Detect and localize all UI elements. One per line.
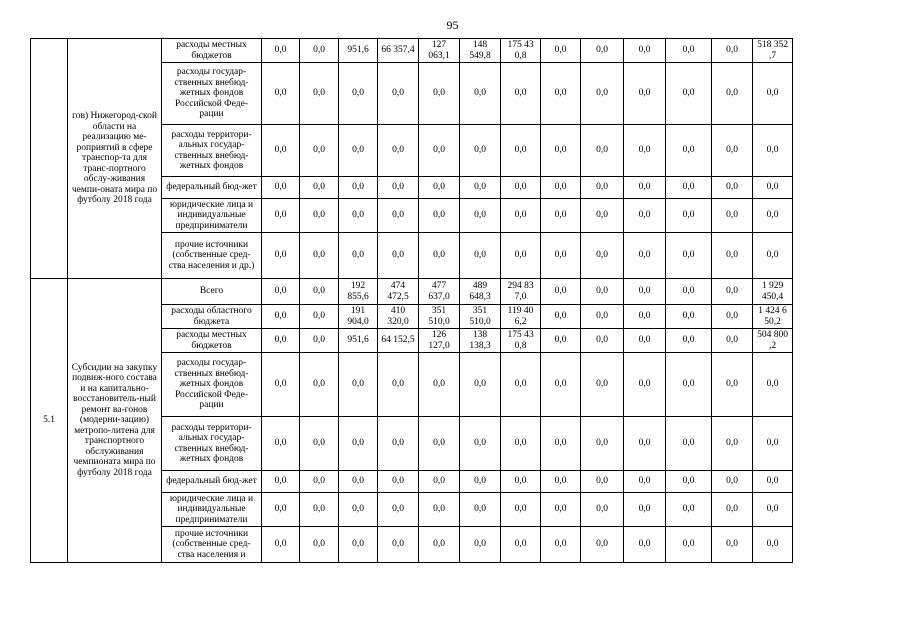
value-cell: 0,0 (460, 353, 501, 417)
value-cell: 0,0 (262, 493, 300, 527)
value-cell: 0,0 (339, 493, 378, 527)
value-cell: 1 929 450,4 (753, 279, 793, 305)
funding-source-cell: юридические лица и индивидуальные предприниматели (162, 493, 262, 527)
value-cell: 0,0 (501, 177, 541, 199)
value-cell: 119 40 6,2 (501, 305, 541, 329)
value-cell: 0,0 (262, 279, 300, 305)
value-cell: 0,0 (501, 353, 541, 417)
value-cell: 0,0 (419, 471, 460, 493)
value-cell: 0,0 (378, 199, 419, 233)
value-cell: 0,0 (262, 329, 300, 353)
value-cell: 0,0 (541, 305, 581, 329)
value-cell: 0,0 (712, 125, 753, 177)
value-cell: 0,0 (541, 177, 581, 199)
value-cell: 0,0 (712, 177, 753, 199)
value-cell: 0,0 (581, 279, 624, 305)
value-cell: 0,0 (262, 39, 300, 63)
value-cell: 0,0 (501, 125, 541, 177)
value-cell: 0,0 (262, 527, 300, 563)
value-cell: 0,0 (712, 279, 753, 305)
value-cell: 0,0 (300, 177, 339, 199)
value-cell: 0,0 (624, 279, 666, 305)
value-cell: 0,0 (501, 417, 541, 471)
value-cell: 0,0 (712, 329, 753, 353)
value-cell: 0,0 (501, 471, 541, 493)
value-cell: 0,0 (581, 493, 624, 527)
value-cell: 0,0 (300, 471, 339, 493)
value-cell: 0,0 (460, 199, 501, 233)
value-cell: 0,0 (419, 199, 460, 233)
value-cell: 0,0 (624, 353, 666, 417)
table-row (31, 39, 793, 63)
value-cell: 0,0 (624, 493, 666, 527)
value-cell: 0,0 (300, 493, 339, 527)
value-cell: 0,0 (262, 417, 300, 471)
value-cell: 0,0 (581, 471, 624, 493)
value-cell: 0,0 (666, 233, 712, 279)
value-cell: 0,0 (753, 177, 793, 199)
value-cell: 0,0 (378, 353, 419, 417)
value-cell: 175 43 0,8 (501, 329, 541, 353)
value-cell: 0,0 (339, 527, 378, 563)
value-cell: 127 063,1 (419, 39, 460, 63)
value-cell: 518 352 ,7 (753, 39, 793, 63)
value-cell: 410 320,0 (378, 305, 419, 329)
funding-source-cell: расходы государ-ственных внебюд-жетных фондов Российской Феде-рации (162, 353, 262, 417)
value-cell: 64 152,5 (378, 329, 419, 353)
value-cell: 0,0 (300, 199, 339, 233)
funding-source-cell: Всего (162, 279, 262, 305)
value-cell: 0,0 (339, 125, 378, 177)
value-cell: 0,0 (501, 63, 541, 125)
value-cell: 0,0 (378, 63, 419, 125)
value-cell: 0,0 (753, 63, 793, 125)
value-cell: 0,0 (712, 493, 753, 527)
value-cell: 0,0 (581, 417, 624, 471)
funding-source-cell: прочие источники (собственные сред-ства населения и (162, 527, 262, 563)
value-cell: 0,0 (262, 199, 300, 233)
value-cell: 0,0 (624, 329, 666, 353)
value-cell: 0,0 (753, 233, 793, 279)
value-cell: 0,0 (300, 279, 339, 305)
value-cell: 0,0 (753, 527, 793, 563)
value-cell: 0,0 (753, 353, 793, 417)
value-cell: 0,0 (753, 471, 793, 493)
value-cell: 951,6 (339, 39, 378, 63)
value-cell: 0,0 (624, 63, 666, 125)
budget-table (30, 38, 793, 563)
value-cell: 0,0 (541, 39, 581, 63)
value-cell: 0,0 (460, 125, 501, 177)
value-cell: 0,0 (419, 527, 460, 563)
value-cell: 0,0 (460, 177, 501, 199)
value-cell: 0,0 (339, 199, 378, 233)
value-cell: 0,0 (666, 39, 712, 63)
value-cell: 0,0 (666, 125, 712, 177)
item-number-cell: 5.1 (31, 279, 68, 563)
funding-source-cell: федеральный бюд-жет (162, 471, 262, 493)
value-cell: 0,0 (624, 177, 666, 199)
value-cell: 0,0 (460, 233, 501, 279)
value-cell: 0,0 (339, 177, 378, 199)
value-cell: 0,0 (624, 417, 666, 471)
value-cell: 0,0 (339, 233, 378, 279)
value-cell: 0,0 (300, 417, 339, 471)
value-cell: 0,0 (460, 63, 501, 125)
value-cell: 0,0 (300, 329, 339, 353)
item-number-cell (31, 39, 68, 279)
value-cell: 0,0 (712, 39, 753, 63)
value-cell: 0,0 (624, 233, 666, 279)
value-cell: 0,0 (501, 493, 541, 527)
value-cell: 0,0 (339, 63, 378, 125)
value-cell: 66 357,4 (378, 39, 419, 63)
value-cell: 0,0 (666, 305, 712, 329)
value-cell: 0,0 (541, 125, 581, 177)
value-cell: 0,0 (753, 199, 793, 233)
value-cell: 0,0 (753, 493, 793, 527)
value-cell: 0,0 (753, 417, 793, 471)
value-cell: 0,0 (501, 233, 541, 279)
value-cell: 0,0 (262, 63, 300, 125)
value-cell: 477 637,0 (419, 279, 460, 305)
value-cell: 0,0 (419, 417, 460, 471)
value-cell: 0,0 (712, 305, 753, 329)
value-cell: 0,0 (712, 417, 753, 471)
value-cell: 138 138,3 (460, 329, 501, 353)
value-cell: 0,0 (581, 39, 624, 63)
funding-source-cell: прочие источники (собственные сред-ства населения и др.) (162, 233, 262, 279)
value-cell: 0,0 (666, 329, 712, 353)
value-cell: 0,0 (712, 233, 753, 279)
value-cell: 191 904,0 (339, 305, 378, 329)
value-cell: 0,0 (300, 39, 339, 63)
value-cell: 0,0 (419, 233, 460, 279)
value-cell: 0,0 (581, 527, 624, 563)
value-cell: 0,0 (666, 199, 712, 233)
value-cell: 0,0 (666, 493, 712, 527)
value-cell: 0,0 (624, 471, 666, 493)
value-cell: 0,0 (712, 63, 753, 125)
value-cell: 0,0 (419, 493, 460, 527)
value-cell: 0,0 (712, 199, 753, 233)
value-cell: 294 83 7,0 (501, 279, 541, 305)
value-cell: 0,0 (666, 279, 712, 305)
value-cell: 0,0 (624, 527, 666, 563)
value-cell: 0,0 (712, 471, 753, 493)
value-cell: 0,0 (339, 417, 378, 471)
value-cell: 0,0 (460, 471, 501, 493)
value-cell: 0,0 (262, 177, 300, 199)
value-cell: 0,0 (300, 233, 339, 279)
value-cell: 0,0 (712, 353, 753, 417)
value-cell: 0,0 (300, 305, 339, 329)
value-cell: 0,0 (300, 63, 339, 125)
value-cell: 0,0 (666, 177, 712, 199)
value-cell: 0,0 (378, 417, 419, 471)
page-number: 95 (446, 18, 459, 32)
value-cell: 0,0 (460, 527, 501, 563)
value-cell: 951,6 (339, 329, 378, 353)
value-cell: 0,0 (624, 39, 666, 63)
value-cell: 0,0 (581, 177, 624, 199)
funding-source-cell: расходы местных бюджетов (162, 39, 262, 63)
value-cell: 1 424 6 50,2 (753, 305, 793, 329)
value-cell: 0,0 (460, 493, 501, 527)
value-cell: 0,0 (460, 417, 501, 471)
value-cell: 148 549,8 (460, 39, 501, 63)
value-cell: 0,0 (262, 125, 300, 177)
value-cell: 0,0 (300, 125, 339, 177)
value-cell: 351 510,0 (419, 305, 460, 329)
value-cell: 0,0 (378, 177, 419, 199)
value-cell: 0,0 (541, 233, 581, 279)
funding-source-cell: юридические лица и индивидуальные предприниматели (162, 199, 262, 233)
funding-source-cell: расходы территори-альных государ-ственных внебюд-жетных фондов (162, 417, 262, 471)
value-cell: 0,0 (419, 63, 460, 125)
value-cell: 0,0 (378, 471, 419, 493)
value-cell: 0,0 (501, 527, 541, 563)
value-cell: 0,0 (541, 199, 581, 233)
value-cell: 0,0 (666, 417, 712, 471)
table-row (31, 279, 793, 305)
value-cell: 0,0 (262, 471, 300, 493)
value-cell: 351 510,0 (460, 305, 501, 329)
value-cell: 0,0 (541, 279, 581, 305)
value-cell: 0,0 (581, 199, 624, 233)
funding-source-cell: расходы территори-альных государ-ственных внебюд-жетных фондов (162, 125, 262, 177)
value-cell: 0,0 (339, 471, 378, 493)
value-cell: 474 472,5 (378, 279, 419, 305)
value-cell: 0,0 (541, 353, 581, 417)
value-cell: 0,0 (666, 353, 712, 417)
value-cell: 0,0 (378, 527, 419, 563)
value-cell: 0,0 (378, 233, 419, 279)
funding-source-cell: расходы местных бюджетов (162, 329, 262, 353)
value-cell: 0,0 (581, 63, 624, 125)
value-cell: 0,0 (262, 353, 300, 417)
value-cell: 0,0 (501, 199, 541, 233)
value-cell: 0,0 (378, 125, 419, 177)
value-cell: 0,0 (666, 471, 712, 493)
value-cell: 0,0 (300, 353, 339, 417)
value-cell: 0,0 (581, 353, 624, 417)
value-cell: 0,0 (339, 353, 378, 417)
value-cell: 0,0 (419, 353, 460, 417)
value-cell: 0,0 (712, 527, 753, 563)
value-cell: 504 800 ,2 (753, 329, 793, 353)
value-cell: 0,0 (419, 177, 460, 199)
value-cell: 0,0 (300, 527, 339, 563)
value-cell: 192 855,6 (339, 279, 378, 305)
funding-source-cell: расходы государ-ственных внебюд-жетных фондов Российской Феде-рации (162, 63, 262, 125)
value-cell: 0,0 (624, 125, 666, 177)
value-cell: 0,0 (666, 63, 712, 125)
item-description-cell: гов) Нижегород-ской области на реализацию ме-роприятий в сфере транспор-та для транс-портного обслу-живания чемпи-оната мира по футболу 2018 года (68, 39, 162, 279)
value-cell: 489 648,3 (460, 279, 501, 305)
value-cell: 0,0 (666, 527, 712, 563)
value-cell: 0,0 (624, 199, 666, 233)
funding-source-cell: федеральный бюд-жет (162, 177, 262, 199)
value-cell: 175 43 0,8 (501, 39, 541, 63)
item-description-cell: Субсидии на закупку подвиж-ного состава и на капитально-восстановитель-ный ремонт ва-гонов (модерни-зацию) метропо-литена для транспортного обслуживания чемпионата мира по футболу 2018 года (68, 279, 162, 563)
value-cell: 0,0 (581, 233, 624, 279)
value-cell: 0,0 (262, 233, 300, 279)
value-cell: 0,0 (541, 471, 581, 493)
value-cell: 0,0 (378, 493, 419, 527)
value-cell: 0,0 (419, 125, 460, 177)
value-cell: 0,0 (541, 417, 581, 471)
value-cell: 0,0 (581, 305, 624, 329)
value-cell: 0,0 (541, 63, 581, 125)
funding-source-cell: расходы областного бюджета (162, 305, 262, 329)
value-cell: 126 127,0 (419, 329, 460, 353)
value-cell: 0,0 (262, 305, 300, 329)
value-cell: 0,0 (541, 329, 581, 353)
value-cell: 0,0 (581, 329, 624, 353)
value-cell: 0,0 (624, 305, 666, 329)
value-cell: 0,0 (581, 125, 624, 177)
value-cell: 0,0 (541, 493, 581, 527)
value-cell: 0,0 (753, 125, 793, 177)
value-cell: 0,0 (541, 527, 581, 563)
